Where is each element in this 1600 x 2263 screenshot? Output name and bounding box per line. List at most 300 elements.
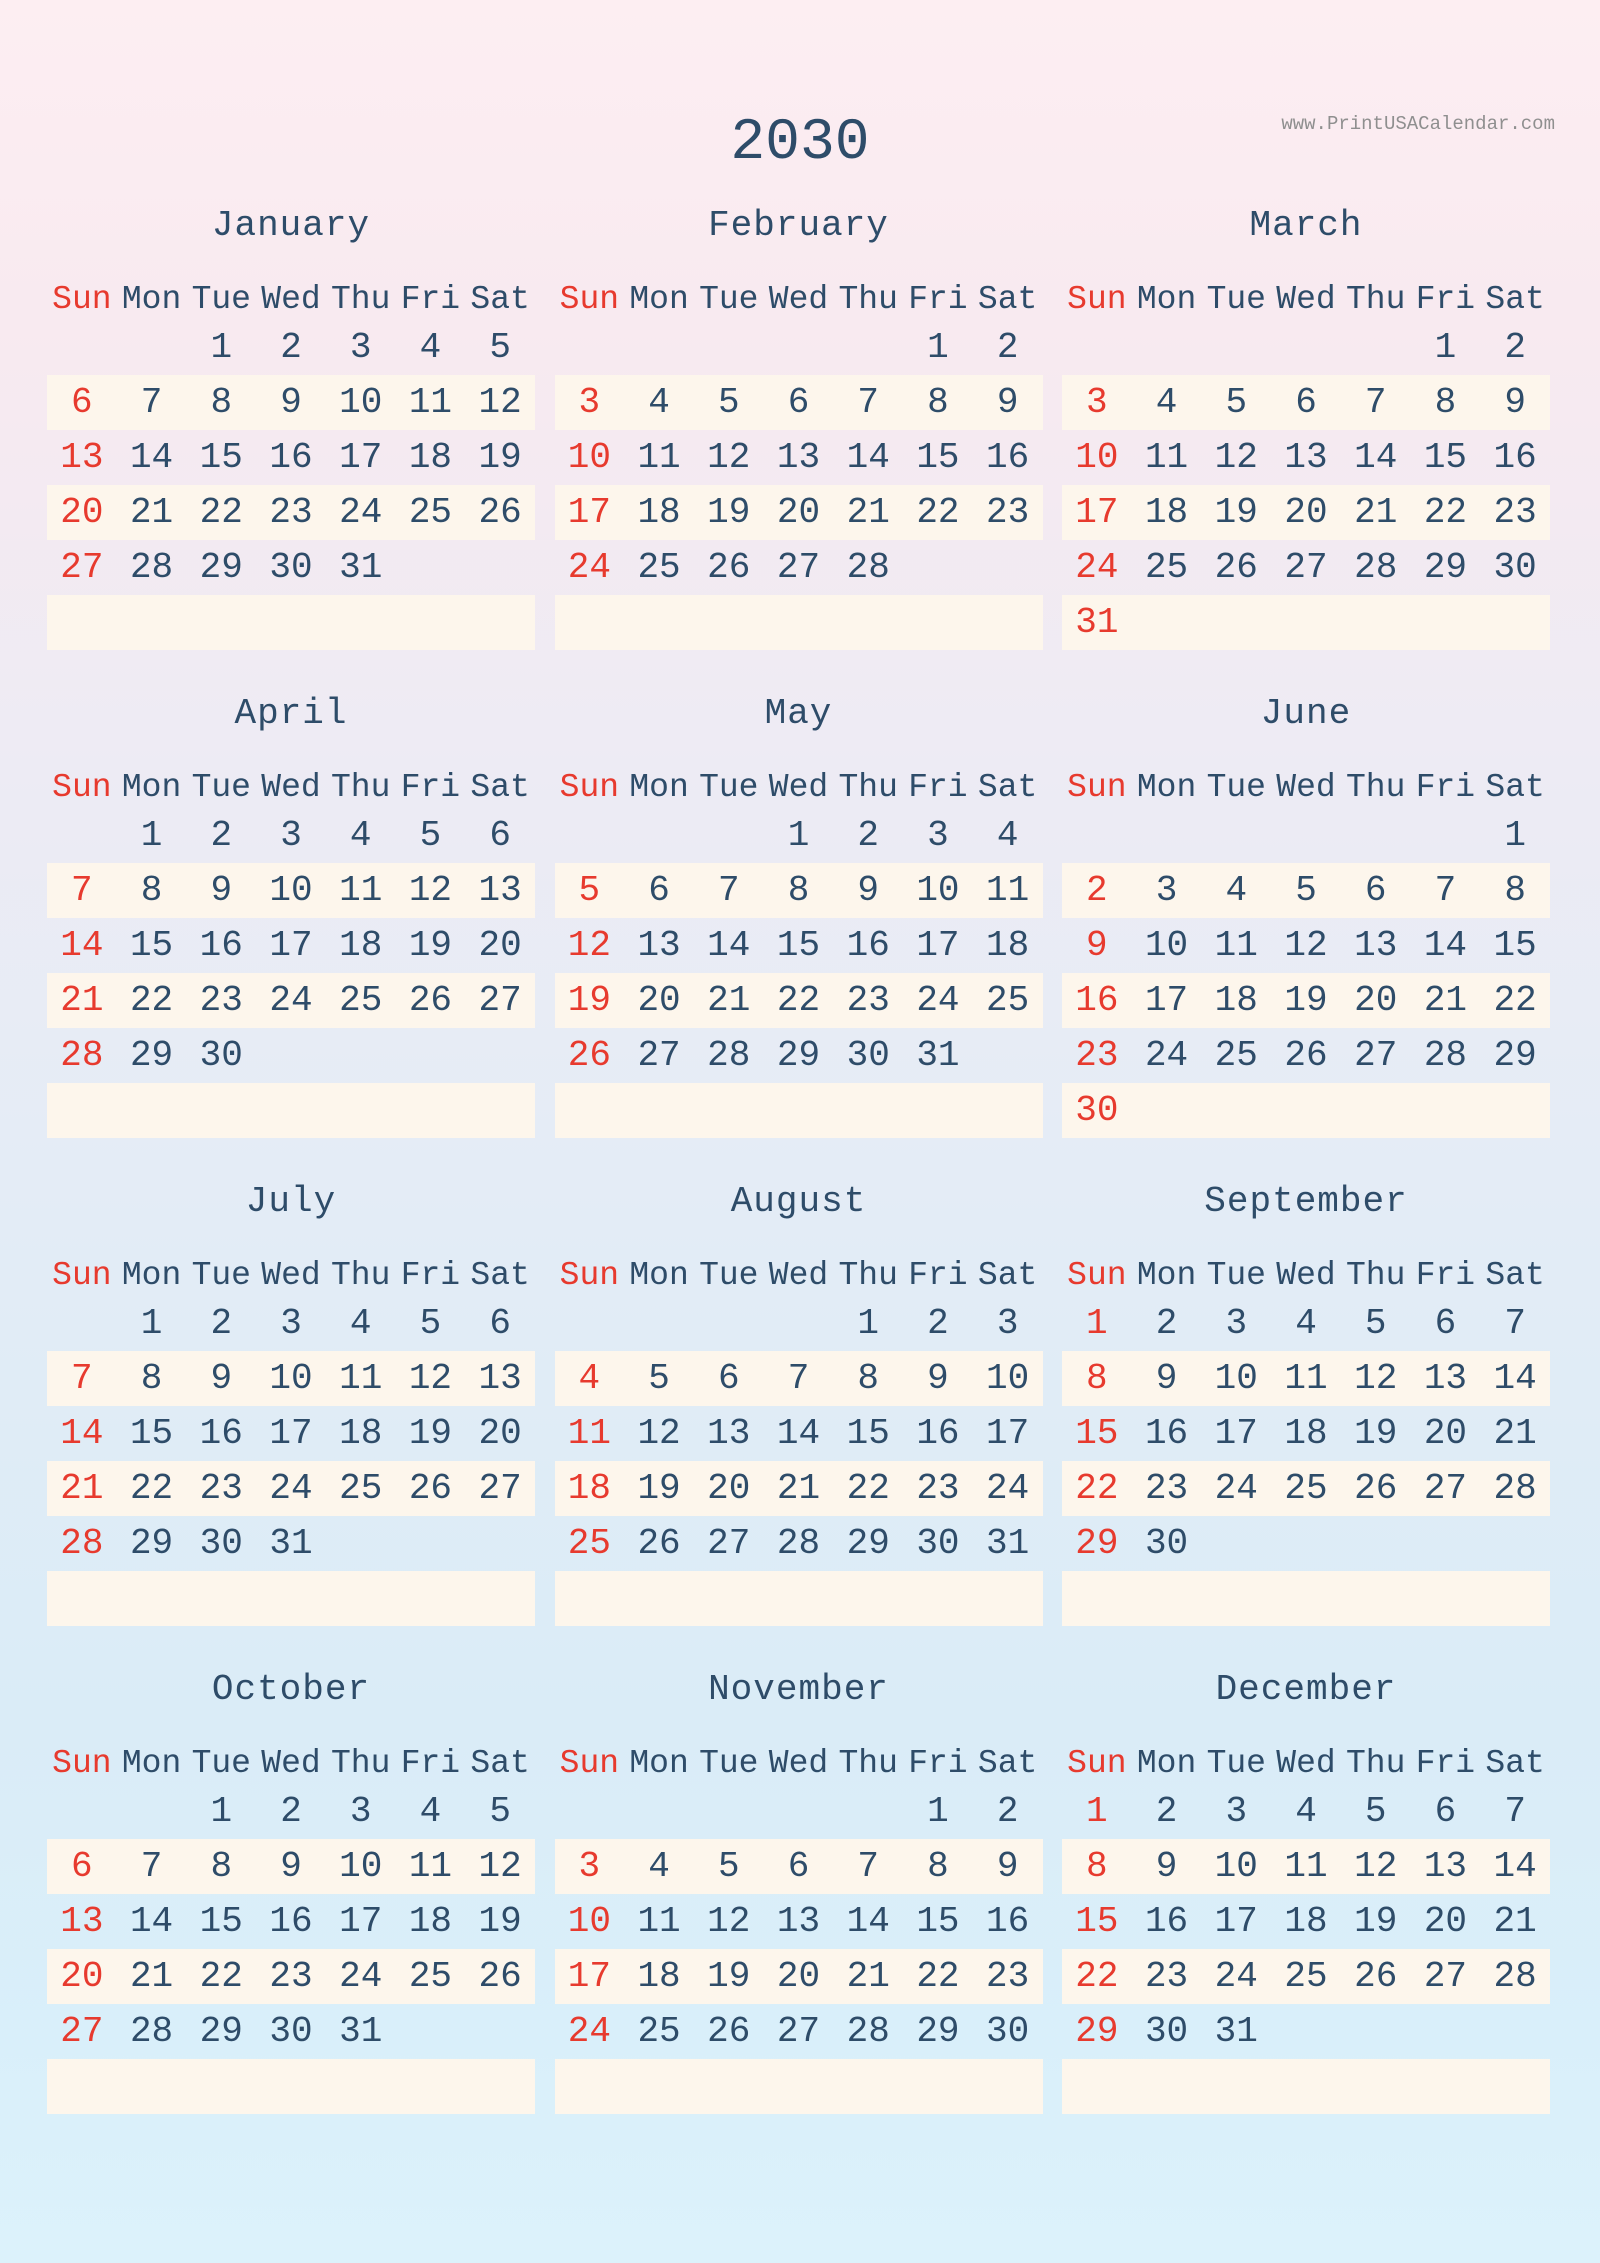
day-cell: 25 — [637, 547, 681, 588]
day-cell: 26 — [637, 1523, 681, 1564]
day-cell: 9 — [210, 1358, 233, 1399]
weekday-label-wed: Wed — [261, 768, 321, 806]
week-row — [555, 1351, 1043, 1406]
day-cell: 23 — [986, 492, 1030, 533]
day-cell: 14 — [60, 925, 104, 966]
day-cell: 12 — [1354, 1846, 1398, 1887]
week-row — [1062, 485, 1550, 540]
day-cell: 10 — [339, 1846, 383, 1887]
day-cell: 19 — [1354, 1413, 1398, 1454]
day-cell: 25 — [339, 1468, 383, 1509]
day-cell: 3 — [1225, 1303, 1248, 1344]
day-cell: 15 — [1075, 1901, 1119, 1942]
month-september — [1062, 1180, 1550, 1626]
weekday-label-fri: Fri — [908, 280, 968, 318]
day-cell: 25 — [1144, 547, 1189, 588]
weekday-label-fri: Fri — [400, 1744, 461, 1782]
week-row — [555, 430, 1043, 485]
day-cell: 11 — [408, 382, 453, 423]
day-cell: 15 — [1075, 1413, 1119, 1454]
day-cell: 14 — [846, 1901, 890, 1942]
weekday-label-fri: Fri — [400, 1256, 461, 1294]
day-cell: 6 — [1434, 1303, 1457, 1344]
day-cell: 10 — [1144, 925, 1189, 966]
day-cell: 6 — [489, 815, 511, 856]
day-cell: 15 — [776, 925, 821, 966]
day-cell: 30 — [1144, 1523, 1189, 1564]
day-cell: 25 — [339, 980, 383, 1021]
month-october — [47, 1668, 535, 2114]
day-cell: 22 — [776, 980, 821, 1021]
day-cell: 9 — [996, 382, 1019, 423]
weekday-label-mon: Mon — [1136, 1744, 1197, 1782]
month-june — [1062, 692, 1550, 1138]
day-cell: 24 — [269, 980, 313, 1021]
day-cell: 4 — [419, 327, 442, 368]
day-cell: 4 — [419, 1791, 442, 1832]
day-cell: 23 — [986, 1956, 1030, 1997]
week-row — [1062, 375, 1550, 430]
day-cell: 21 — [129, 492, 174, 533]
weekday-header — [47, 1742, 535, 1784]
day-cell: 3 — [1086, 382, 1108, 423]
day-cell: 25 — [408, 492, 453, 533]
day-cell: 3 — [996, 1303, 1019, 1344]
day-cell: 27 — [1423, 1468, 1468, 1509]
day-cell: 7 — [71, 1358, 93, 1399]
day-cell: 25 — [1214, 1035, 1258, 1076]
week-row — [1062, 1949, 1550, 2004]
week-row — [47, 973, 535, 1028]
day-cell: 19 — [478, 437, 522, 478]
week-row — [47, 2059, 535, 2114]
day-cell: 17 — [567, 492, 611, 533]
day-cell: 18 — [1214, 980, 1258, 1021]
day-cell: 6 — [489, 1303, 511, 1344]
day-cell: 1 — [1434, 327, 1457, 368]
week-row — [1062, 1028, 1550, 1083]
week-row — [555, 1028, 1043, 1083]
weekday-label-mon: Mon — [121, 1256, 182, 1294]
day-cell: 29 — [129, 1523, 174, 1564]
day-cell: 14 — [707, 925, 751, 966]
day-cell: 5 — [717, 382, 740, 423]
day-cell: 26 — [478, 1956, 522, 1997]
day-cell: 27 — [478, 1468, 522, 1509]
day-cell: 18 — [567, 1468, 611, 1509]
weekday-label-thu: Thu — [1345, 768, 1406, 806]
week-row — [47, 808, 535, 863]
day-cell: 11 — [1284, 1358, 1328, 1399]
day-cell: 22 — [1075, 1468, 1119, 1509]
week-row — [47, 595, 535, 650]
day-cell: 19 — [408, 925, 453, 966]
week-row — [1062, 808, 1550, 863]
day-cell: 15 — [916, 437, 960, 478]
day-cell: 3 — [578, 382, 601, 423]
weekday-label-sun: Sun — [1067, 280, 1127, 318]
day-cell: 14 — [1423, 925, 1468, 966]
day-cell: 25 — [637, 2011, 681, 2052]
weekday-label-sun: Sun — [1067, 1256, 1127, 1294]
day-cell: 31 — [269, 1523, 313, 1564]
day-cell: 5 — [489, 1791, 511, 1832]
day-cell: 18 — [637, 492, 681, 533]
day-cell: 16 — [199, 1413, 243, 1454]
day-cell: 10 — [567, 1901, 611, 1942]
day-cell: 5 — [489, 327, 511, 368]
week-row — [47, 1894, 535, 1949]
day-cell: 9 — [857, 870, 879, 911]
month-title: December — [1215, 1669, 1397, 1710]
day-cell: 1 — [857, 1303, 879, 1344]
day-cell: 15 — [129, 1413, 174, 1454]
day-cell: 18 — [1284, 1413, 1328, 1454]
day-cell: 2 — [1504, 327, 1526, 368]
weekday-label-sat: Sat — [470, 1744, 530, 1782]
weekday-label-wed: Wed — [1276, 768, 1336, 806]
day-cell: 29 — [1075, 1523, 1119, 1564]
day-cell: 23 — [199, 980, 243, 1021]
weekday-header — [555, 1254, 1043, 1296]
day-cell: 8 — [1434, 382, 1457, 423]
week-row — [47, 540, 535, 595]
weekday-label-wed: Wed — [1276, 1744, 1336, 1782]
day-cell: 4 — [996, 815, 1019, 856]
day-cell: 30 — [916, 1523, 960, 1564]
week-row — [47, 320, 535, 375]
day-cell: 12 — [478, 1846, 522, 1887]
week-row — [1062, 863, 1550, 918]
week-row — [555, 375, 1043, 430]
week-row — [1062, 973, 1550, 1028]
day-cell: 8 — [787, 870, 810, 911]
day-cell: 5 — [578, 870, 601, 911]
month-title: April — [234, 693, 348, 734]
day-cell: 5 — [1225, 382, 1248, 423]
day-cell: 29 — [1423, 547, 1468, 588]
months-row — [47, 1668, 1550, 2114]
day-cell: 29 — [199, 547, 243, 588]
week-row — [555, 1083, 1043, 1138]
weekday-label-mon: Mon — [121, 280, 182, 318]
day-cell: 6 — [1434, 1791, 1457, 1832]
day-cell: 5 — [1364, 1791, 1387, 1832]
day-cell: 10 — [269, 1358, 313, 1399]
weekday-label-tue: Tue — [191, 1744, 251, 1782]
day-cell: 21 — [846, 1956, 890, 1997]
week-row — [555, 973, 1043, 1028]
weekday-label-sun: Sun — [52, 1256, 112, 1294]
day-cell: 28 — [846, 2011, 890, 2052]
day-cell: 18 — [408, 1901, 453, 1942]
day-cell: 19 — [478, 1901, 522, 1942]
day-cell: 15 — [916, 1901, 960, 1942]
day-cell: 8 — [857, 1358, 879, 1399]
day-cell: 17 — [1214, 1901, 1258, 1942]
day-cell: 4 — [648, 1846, 670, 1887]
weekday-label-tue: Tue — [191, 280, 251, 318]
day-cell: 27 — [707, 1523, 751, 1564]
week-row — [47, 863, 535, 918]
week-row — [555, 1461, 1043, 1516]
weekday-label-tue: Tue — [699, 1256, 759, 1294]
day-cell: 7 — [857, 1846, 879, 1887]
week-row — [1062, 430, 1550, 485]
day-cell: 22 — [199, 1956, 243, 1997]
weekday-label-sun: Sun — [559, 1744, 620, 1782]
day-cell: 27 — [60, 547, 104, 588]
day-cell: 3 — [280, 1303, 302, 1344]
weekday-label-sun: Sun — [52, 768, 112, 806]
weekday-label-sat: Sat — [470, 280, 530, 318]
day-cell: 16 — [846, 925, 890, 966]
day-cell: 1 — [1086, 1303, 1108, 1344]
day-cell: 17 — [339, 437, 383, 478]
day-cell: 30 — [269, 2011, 313, 2052]
day-cell: 30 — [199, 1035, 243, 1076]
month-title: February — [708, 205, 889, 246]
day-cell: 2 — [280, 1791, 302, 1832]
weekday-label-mon: Mon — [629, 280, 689, 318]
day-cell: 5 — [717, 1846, 740, 1887]
week-row — [555, 1949, 1043, 2004]
day-cell: 4 — [1225, 870, 1248, 911]
weekday-label-mon: Mon — [1136, 1256, 1197, 1294]
weekday-label-thu: Thu — [330, 768, 391, 806]
weekday-label-sat: Sat — [1485, 768, 1545, 806]
day-cell: 17 — [567, 1956, 611, 1997]
day-cell: 22 — [199, 492, 243, 533]
week-row — [47, 1784, 535, 1839]
day-cell: 9 — [996, 1846, 1019, 1887]
week-row — [555, 1516, 1043, 1571]
month-february — [555, 204, 1043, 650]
weekday-label-thu: Thu — [1345, 1256, 1406, 1294]
day-cell: 1 — [210, 1791, 233, 1832]
day-cell: 9 — [280, 382, 302, 423]
day-cell: 6 — [717, 1358, 740, 1399]
week-row — [555, 1571, 1043, 1626]
week-row — [1062, 320, 1550, 375]
weekday-label-tue: Tue — [1206, 768, 1266, 806]
week-row — [47, 1571, 535, 1626]
day-cell: 4 — [648, 382, 670, 423]
day-cell: 21 — [1423, 980, 1468, 1021]
week-row — [1062, 1516, 1550, 1571]
day-cell: 2 — [210, 815, 233, 856]
weekday-label-sun: Sun — [1067, 768, 1127, 806]
day-cell: 1 — [1086, 1791, 1108, 1832]
day-cell: 26 — [567, 1035, 611, 1076]
day-cell: 9 — [1504, 382, 1526, 423]
day-cell: 13 — [776, 437, 821, 478]
weekday-label-fri: Fri — [1415, 1744, 1476, 1782]
day-cell: 14 — [129, 437, 174, 478]
weekday-header — [47, 278, 535, 320]
day-cell: 5 — [419, 815, 442, 856]
day-cell: 17 — [269, 925, 313, 966]
week-row — [555, 1839, 1043, 1894]
week-row — [555, 2004, 1043, 2059]
weekday-label-mon: Mon — [121, 1744, 182, 1782]
day-cell: 22 — [916, 492, 960, 533]
day-cell: 17 — [1144, 980, 1189, 1021]
day-cell: 20 — [478, 1413, 522, 1454]
day-cell: 27 — [1284, 547, 1328, 588]
day-cell: 28 — [1493, 1468, 1537, 1509]
day-cell: 22 — [129, 980, 174, 1021]
day-cell: 18 — [408, 437, 453, 478]
day-cell: 8 — [140, 870, 163, 911]
weekday-label-sat: Sat — [1485, 1744, 1545, 1782]
week-row — [47, 1296, 535, 1351]
day-cell: 23 — [269, 492, 313, 533]
day-cell: 30 — [1144, 2011, 1189, 2052]
weekday-label-fri: Fri — [908, 1744, 968, 1782]
day-cell: 13 — [707, 1413, 751, 1454]
day-cell: 8 — [1504, 870, 1526, 911]
day-cell: 18 — [339, 925, 383, 966]
day-cell: 9 — [280, 1846, 302, 1887]
day-cell: 6 — [71, 1846, 93, 1887]
weekday-header — [1062, 1254, 1550, 1296]
day-cell: 11 — [637, 1901, 681, 1942]
day-cell: 29 — [129, 1035, 174, 1076]
day-cell: 17 — [1214, 1413, 1258, 1454]
day-cell: 21 — [846, 492, 890, 533]
weekday-label-fri: Fri — [400, 280, 461, 318]
week-row — [47, 1839, 535, 1894]
day-cell: 30 — [269, 547, 313, 588]
day-cell: 14 — [846, 437, 890, 478]
day-cell: 11 — [1284, 1846, 1328, 1887]
site-url: www.PrintUSACalendar.com — [1281, 113, 1555, 135]
week-row — [47, 1406, 535, 1461]
day-cell: 22 — [1493, 980, 1537, 1021]
day-cell: 4 — [349, 1303, 372, 1344]
day-cell: 3 — [349, 327, 372, 368]
day-cell: 28 — [1354, 547, 1398, 588]
day-cell: 26 — [1284, 1035, 1328, 1076]
week-row — [47, 1351, 535, 1406]
weekday-label-tue: Tue — [191, 1256, 251, 1294]
weekday-label-tue: Tue — [699, 1744, 759, 1782]
weekday-label-wed: Wed — [261, 1256, 321, 1294]
day-cell: 2 — [1155, 1791, 1178, 1832]
day-cell: 1 — [1504, 815, 1526, 856]
weekday-label-mon: Mon — [629, 1256, 689, 1294]
day-cell: 19 — [707, 1956, 751, 1997]
day-cell: 31 — [1075, 602, 1119, 643]
day-cell: 7 — [1364, 382, 1387, 423]
month-november — [555, 1668, 1043, 2114]
day-cell: 6 — [787, 1846, 810, 1887]
week-row — [1062, 1894, 1550, 1949]
day-cell: 20 — [707, 1468, 751, 1509]
day-cell: 26 — [1354, 1956, 1398, 1997]
day-cell: 23 — [916, 1468, 960, 1509]
day-cell: 13 — [1284, 437, 1328, 478]
day-cell: 14 — [776, 1413, 821, 1454]
day-cell: 9 — [1086, 925, 1108, 966]
month-january — [47, 204, 535, 650]
day-cell: 2 — [927, 1303, 949, 1344]
day-cell: 11 — [1214, 925, 1258, 966]
day-cell: 16 — [269, 437, 313, 478]
day-cell: 7 — [787, 1358, 810, 1399]
day-cell: 16 — [986, 1901, 1030, 1942]
week-row — [1062, 1083, 1550, 1138]
day-cell: 21 — [1493, 1413, 1537, 1454]
day-cell: 7 — [140, 382, 163, 423]
weekday-label-sat: Sat — [977, 768, 1038, 806]
week-row — [1062, 595, 1550, 650]
week-row — [555, 808, 1043, 863]
day-cell: 10 — [986, 1358, 1030, 1399]
day-cell: 16 — [1144, 1901, 1189, 1942]
day-cell: 26 — [707, 2011, 751, 2052]
day-cell: 24 — [567, 2011, 611, 2052]
day-cell: 4 — [1295, 1303, 1317, 1344]
day-cell: 27 — [60, 2011, 104, 2052]
weekday-header — [555, 1742, 1043, 1784]
day-cell: 15 — [846, 1413, 890, 1454]
day-cell: 8 — [927, 1846, 949, 1887]
week-row — [47, 1028, 535, 1083]
day-cell: 26 — [478, 492, 522, 533]
day-cell: 8 — [140, 1358, 163, 1399]
day-cell: 2 — [280, 327, 302, 368]
day-cell: 12 — [567, 925, 611, 966]
day-cell: 13 — [60, 1901, 104, 1942]
day-cell: 29 — [1493, 1035, 1537, 1076]
day-cell: 20 — [1354, 980, 1398, 1021]
day-cell: 20 — [637, 980, 681, 1021]
day-cell: 21 — [60, 1468, 104, 1509]
day-cell: 3 — [1225, 1791, 1248, 1832]
weekday-label-sat: Sat — [1485, 280, 1545, 318]
day-cell: 13 — [60, 437, 104, 478]
day-cell: 13 — [637, 925, 681, 966]
weekday-label-wed: Wed — [261, 280, 321, 318]
day-cell: 8 — [1086, 1358, 1108, 1399]
day-cell: 20 — [1423, 1413, 1468, 1454]
weekday-header — [47, 1254, 535, 1296]
day-cell: 13 — [478, 870, 522, 911]
day-cell: 23 — [1075, 1035, 1119, 1076]
day-cell: 28 — [776, 1523, 821, 1564]
month-title: March — [1249, 205, 1363, 246]
day-cell: 28 — [1493, 1956, 1537, 1997]
day-cell: 16 — [199, 925, 243, 966]
day-cell: 21 — [1354, 492, 1398, 533]
month-march — [1062, 204, 1550, 650]
weekday-label-fri: Fri — [1415, 1256, 1476, 1294]
day-cell: 20 — [776, 492, 821, 533]
day-cell: 8 — [927, 382, 949, 423]
day-cell: 22 — [129, 1468, 174, 1509]
day-cell: 23 — [269, 1956, 313, 1997]
weekday-label-thu: Thu — [330, 1744, 391, 1782]
day-cell: 11 — [339, 870, 383, 911]
day-cell: 15 — [199, 437, 243, 478]
weekday-label-wed: Wed — [768, 280, 829, 318]
day-cell: 16 — [1075, 980, 1119, 1021]
day-cell: 31 — [339, 547, 383, 588]
week-row — [47, 1516, 535, 1571]
weekday-header — [47, 766, 535, 808]
